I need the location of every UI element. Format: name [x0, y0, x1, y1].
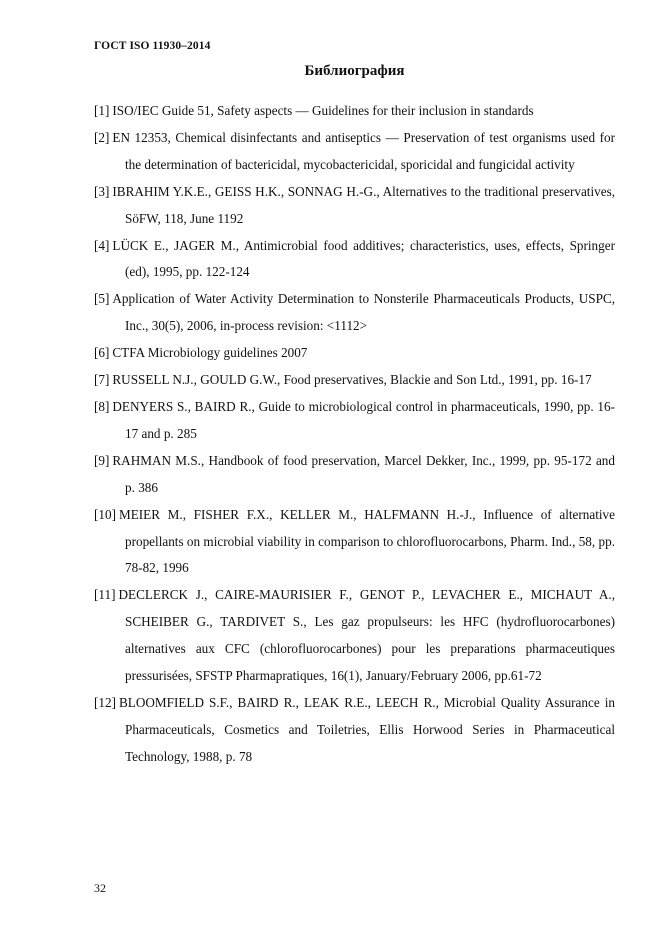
- reference-item: [94, 233, 615, 287]
- reference-text: ISO/IEC Guide 51, Safety aspects — Guidelines for their inclusion in standards: [112, 103, 534, 118]
- reference-item: [94, 98, 615, 125]
- reference-text: EN 12353, Chemical disinfectants and antiseptics — Preservation of test organisms used for the determination of bactericidal, mycobactericidal, sporicidal and fungicidal activity: [112, 129, 615, 172]
- reference-text: DENYERS S., BAIRD R., Guide to microbiological control in pharmaceuticals, 1990, pp. 16-17 and p. 285: [112, 398, 615, 441]
- reference-number: [10]: [94, 506, 116, 522]
- reference-number: [9]: [94, 452, 110, 468]
- reference-number: [2]: [94, 129, 110, 145]
- reference-item: [94, 582, 615, 690]
- reference-number: [3]: [94, 183, 110, 199]
- reference-number: [11]: [94, 587, 116, 603]
- reference-item: [94, 448, 615, 502]
- document-code: ГОСТ ISO 11930–2014: [94, 40, 211, 52]
- reference-text: Application of Water Activity Determination to Nonsterile Pharmaceuticals Products, USPC, Inc., 30(5), 2006, in-process revision: <1112>: [112, 291, 615, 334]
- reference-item: [94, 286, 615, 340]
- reference-item: [94, 179, 615, 233]
- bibliography-title: Библиография: [304, 63, 405, 79]
- page-number: 32: [94, 881, 106, 895]
- reference-text: BLOOMFIELD S.F., BAIRD R., LEAK R.E., LEECH R., Microbial Quality Assurance in Pharmaceuticals, Cosmetics and Toiletries, Ellis Horwood Series in Pharmaceutical Technology, 1988, p. 78: [118, 694, 615, 764]
- reference-number: [4]: [94, 237, 110, 253]
- reference-item: [94, 340, 615, 367]
- reference-number: [6]: [94, 345, 110, 361]
- reference-number: [1]: [94, 103, 110, 118]
- reference-number: [7]: [94, 372, 110, 388]
- reference-list: [94, 98, 615, 771]
- reference-text: RUSSELL N.J., GOULD G.W., Food preservatives, Blackie and Son Ltd., 1991, pp. 16-17: [112, 372, 592, 388]
- reference-text: CTFA Microbiology guidelines 2007: [112, 345, 308, 361]
- reference-item: [94, 125, 615, 179]
- reference-item: [94, 394, 615, 448]
- reference-text: IBRAHIM Y.K.E., GEISS H.K., SONNAG H.-G., Alternatives to the traditional preservatives, SöFW, 118, June 1192: [112, 183, 615, 226]
- reference-text: MEIER M., FISHER F.X., KELLER M., HALFMANN H.-J., Influence of alternative propellants on microbial viability in comparison to chlorofluorocarbons, Pharm. Ind., 58, pp. 78-82, 1996: [118, 506, 615, 576]
- reference-item: [94, 502, 615, 583]
- reference-number: [5]: [94, 291, 110, 307]
- reference-number: [8]: [94, 398, 110, 414]
- reference-item: [94, 367, 615, 394]
- reference-number: [12]: [94, 694, 116, 710]
- reference-text: DECLERCK J., CAIRE-MAURISIER F., GENOT P., LEVACHER E., MICHAUT A., SCHEIBER G., TARDIVET S., Les gaz propulseurs: les HFC (hydrofluorocarbones) alternatives aux CFC (chlorofluorocarbones) pour les preparations pharmaceutiques pressurisées, SFSTP Pharmapratiques, 16(1), January/February 2006, pp.61-72: [118, 587, 615, 684]
- reference-text: LÜCK E., JAGER M., Antimicrobial food additives; characteristics, uses, effects, Springer (ed), 1995, pp. 122-124: [112, 237, 615, 280]
- reference-item: [94, 690, 615, 771]
- reference-text: RAHMAN M.S., Handbook of food preservation, Marcel Dekker, Inc., 1999, pp. 95-172 and p. 386: [112, 452, 615, 495]
